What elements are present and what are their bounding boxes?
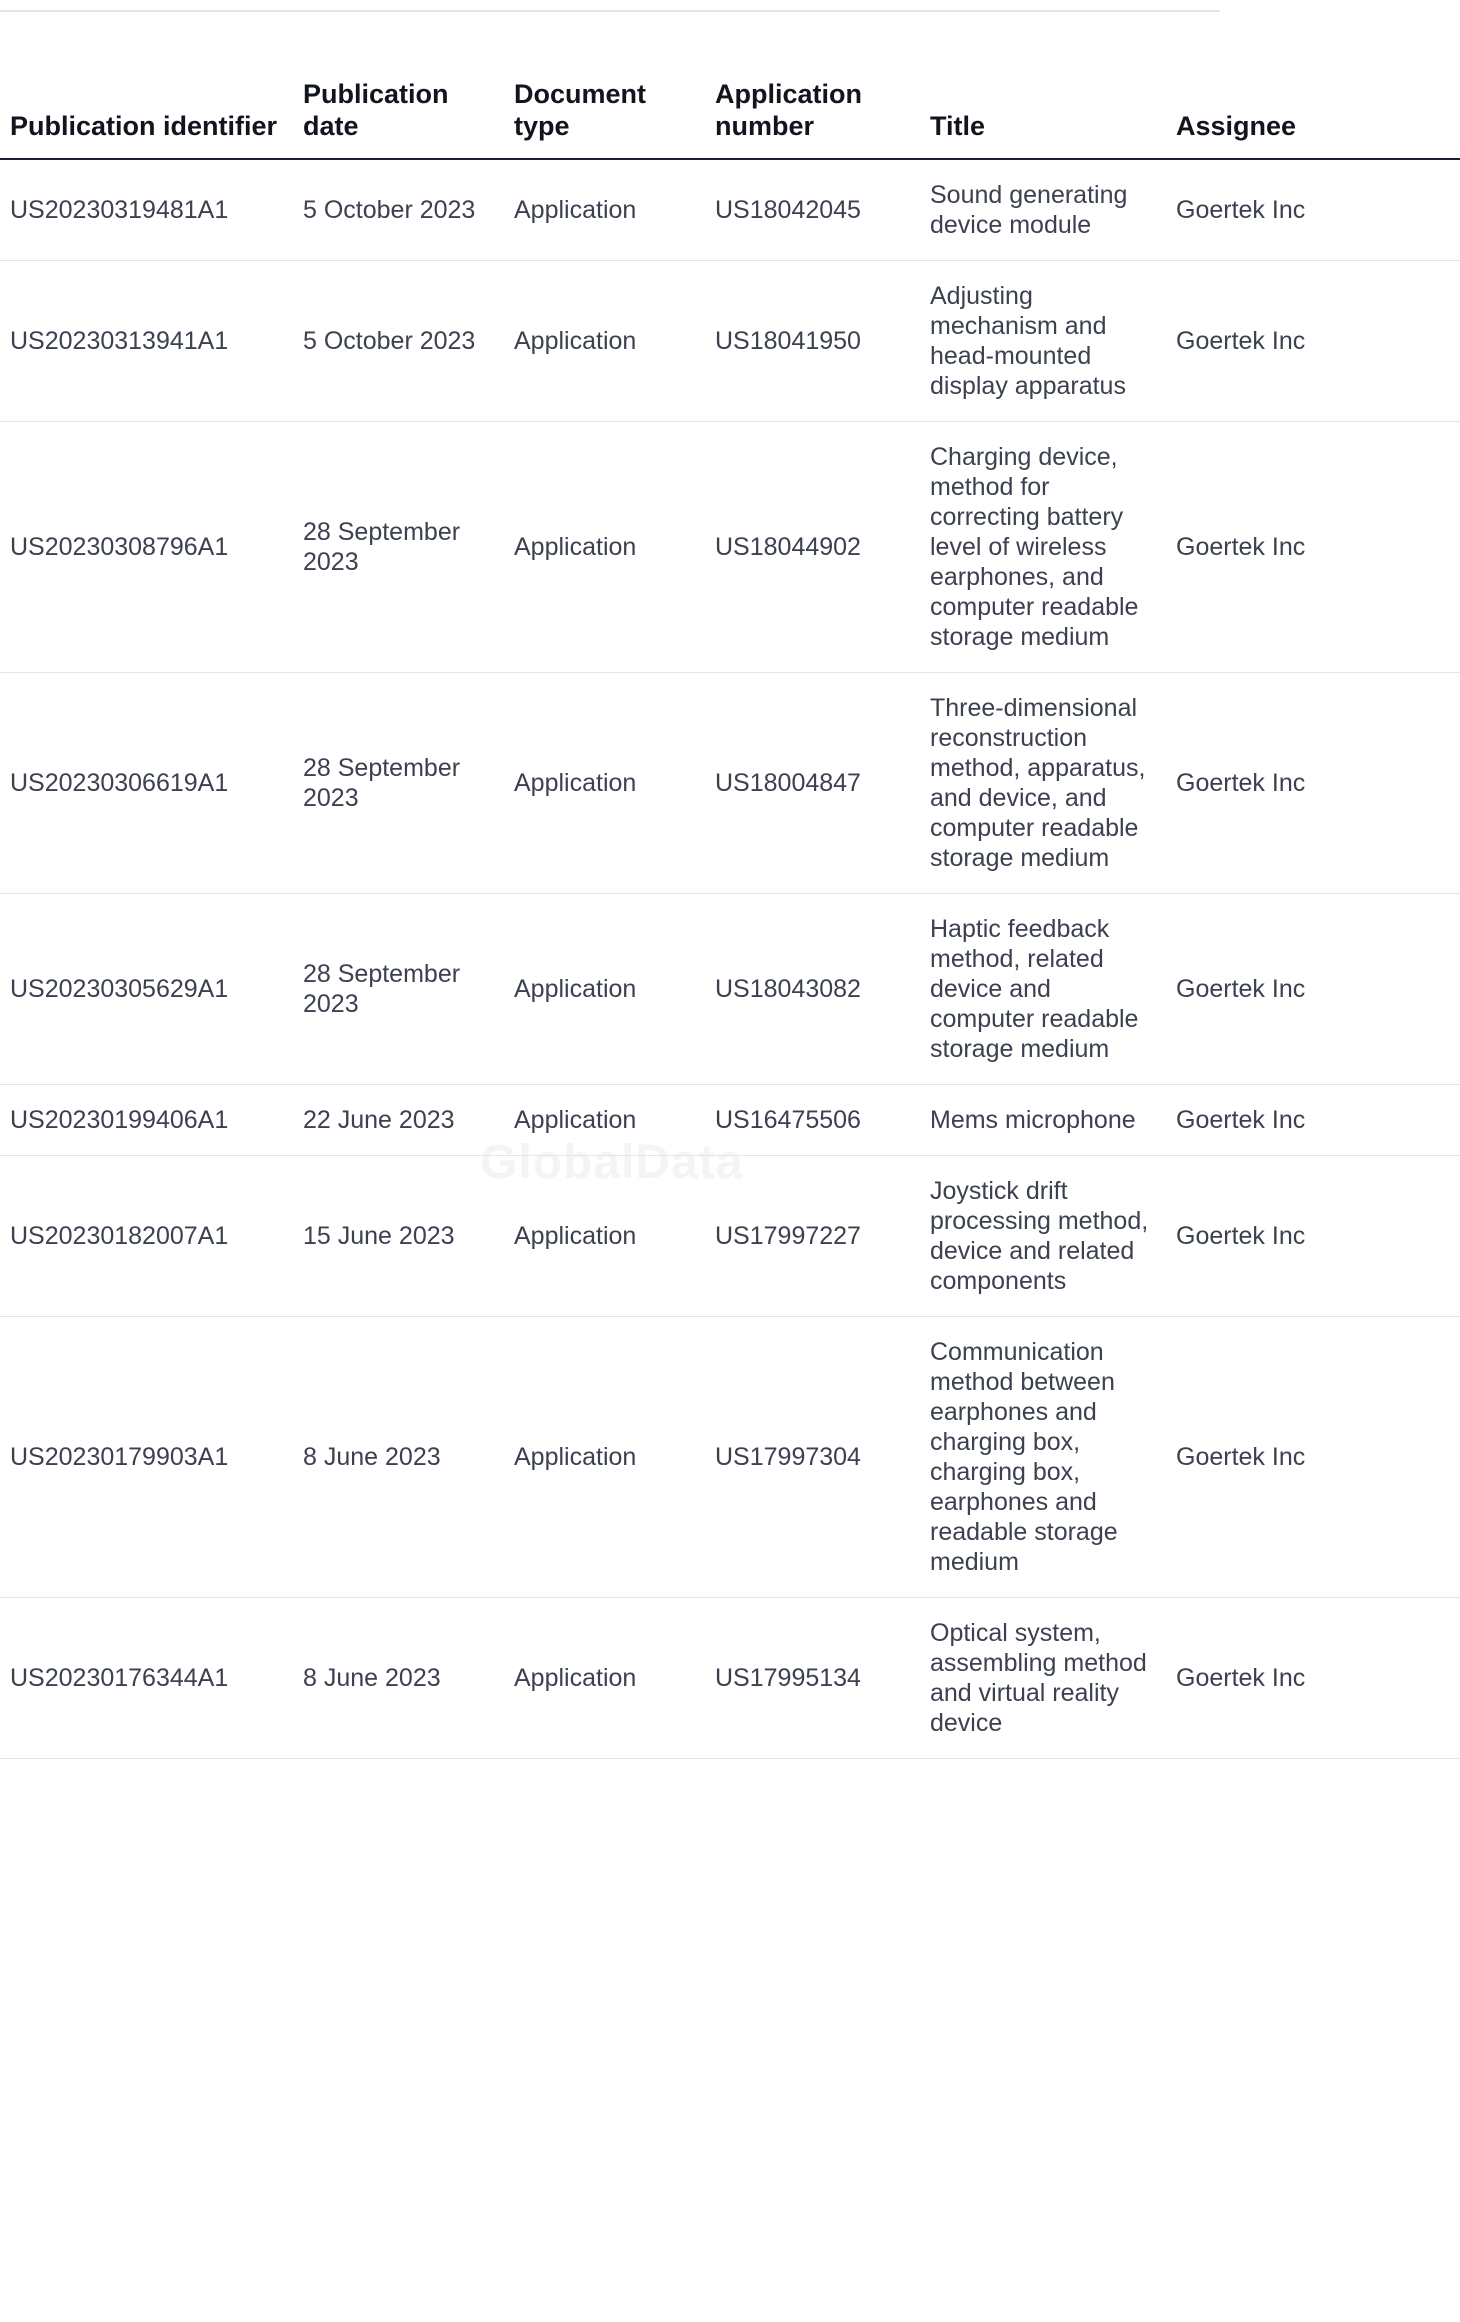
table-row <box>0 261 1460 422</box>
cell-publication-identifier: US20230313941A1 <box>0 261 293 422</box>
cell-document-type: Application <box>504 422 705 673</box>
cell-assignee: Goertek Inc <box>1166 1085 1460 1156</box>
cell-document-type: Application <box>504 673 705 894</box>
cell-document-type: Application <box>504 159 705 261</box>
table-row <box>0 1085 1460 1156</box>
cell-application-number: US18041950 <box>705 261 920 422</box>
table-row <box>0 422 1460 673</box>
cell-publication-date: 5 October 2023 <box>293 261 504 422</box>
header-document-type: Document type <box>504 78 705 159</box>
cell-publication-date: 15 June 2023 <box>293 1156 504 1317</box>
header-publication-identifier: Publication identifier <box>0 78 293 159</box>
cell-title: Sound generating device module <box>920 159 1166 261</box>
cell-publication-identifier: US20230176344A1 <box>0 1598 293 1759</box>
table-body <box>0 159 1460 1759</box>
cell-assignee: Goertek Inc <box>1166 1156 1460 1317</box>
cell-application-number: US18044902 <box>705 422 920 673</box>
cell-publication-identifier: US20230199406A1 <box>0 1085 293 1156</box>
cell-application-number: US17997304 <box>705 1317 920 1598</box>
header-application-number: Application number <box>705 78 920 159</box>
cell-assignee: Goertek Inc <box>1166 673 1460 894</box>
cell-application-number: US18043082 <box>705 894 920 1085</box>
header-publication-date: Publication date <box>293 78 504 159</box>
cell-publication-date: 8 June 2023 <box>293 1317 504 1598</box>
table-row <box>0 1317 1460 1598</box>
cell-document-type: Application <box>504 1317 705 1598</box>
cell-assignee: Goertek Inc <box>1166 422 1460 673</box>
cell-publication-identifier: US20230319481A1 <box>0 159 293 261</box>
cell-document-type: Application <box>504 894 705 1085</box>
cell-title: Charging device, method for correcting battery level of wireless earphones, and computer readable storage medium <box>920 422 1166 673</box>
cell-application-number: US18004847 <box>705 673 920 894</box>
cell-publication-date: 28 September 2023 <box>293 894 504 1085</box>
cell-assignee: Goertek Inc <box>1166 894 1460 1085</box>
cell-publication-identifier: US20230179903A1 <box>0 1317 293 1598</box>
cell-assignee: Goertek Inc <box>1166 159 1460 261</box>
cell-assignee: Goertek Inc <box>1166 1598 1460 1759</box>
cell-title: Joystick drift processing method, device and related components <box>920 1156 1166 1317</box>
cell-application-number: US17995134 <box>705 1598 920 1759</box>
cell-application-number: US18042045 <box>705 159 920 261</box>
header-assignee: Assignee <box>1166 78 1460 159</box>
cell-publication-identifier: US20230308796A1 <box>0 422 293 673</box>
cell-publication-identifier: US20230182007A1 <box>0 1156 293 1317</box>
cell-document-type: Application <box>504 1085 705 1156</box>
cell-title: Mems microphone <box>920 1085 1166 1156</box>
table-row <box>0 1598 1460 1759</box>
watermark: GlobalData <box>480 1136 744 1189</box>
header-row <box>0 78 1460 159</box>
table-row <box>0 159 1460 261</box>
cell-publication-date: 22 June 2023 <box>293 1085 504 1156</box>
cell-publication-date: 28 September 2023 <box>293 673 504 894</box>
cell-application-number: US17997227 <box>705 1156 920 1317</box>
cell-title: Three-dimensional reconstruction method, apparatus, and device, and computer readable storage medium <box>920 673 1166 894</box>
table-header <box>0 78 1460 159</box>
cell-document-type: Application <box>504 1598 705 1759</box>
cell-publication-date: 5 October 2023 <box>293 159 504 261</box>
cell-document-type: Application <box>504 261 705 422</box>
top-divider <box>0 10 1220 12</box>
cell-publication-date: 28 September 2023 <box>293 422 504 673</box>
cell-publication-identifier: US20230305629A1 <box>0 894 293 1085</box>
cell-publication-date: 8 June 2023 <box>293 1598 504 1759</box>
table-row <box>0 673 1460 894</box>
cell-title: Optical system, assembling method and virtual reality device <box>920 1598 1166 1759</box>
cell-title: Adjusting mechanism and head-mounted display apparatus <box>920 261 1166 422</box>
cell-assignee: Goertek Inc <box>1166 261 1460 422</box>
cell-document-type: Application <box>504 1156 705 1317</box>
cell-title: Haptic feedback method, related device and computer readable storage medium <box>920 894 1166 1085</box>
patents-table-container[interactable] <box>0 78 1306 1759</box>
patents-table <box>0 78 1460 1759</box>
table-row <box>0 1156 1460 1317</box>
cell-application-number: US16475506 <box>705 1085 920 1156</box>
cell-assignee: Goertek Inc <box>1166 1317 1460 1598</box>
cell-publication-identifier: US20230306619A1 <box>0 673 293 894</box>
table-row <box>0 894 1460 1085</box>
header-title: Title <box>920 78 1166 159</box>
cell-title: Communication method between earphones and charging box, charging box, earphones and readable storage medium <box>920 1317 1166 1598</box>
